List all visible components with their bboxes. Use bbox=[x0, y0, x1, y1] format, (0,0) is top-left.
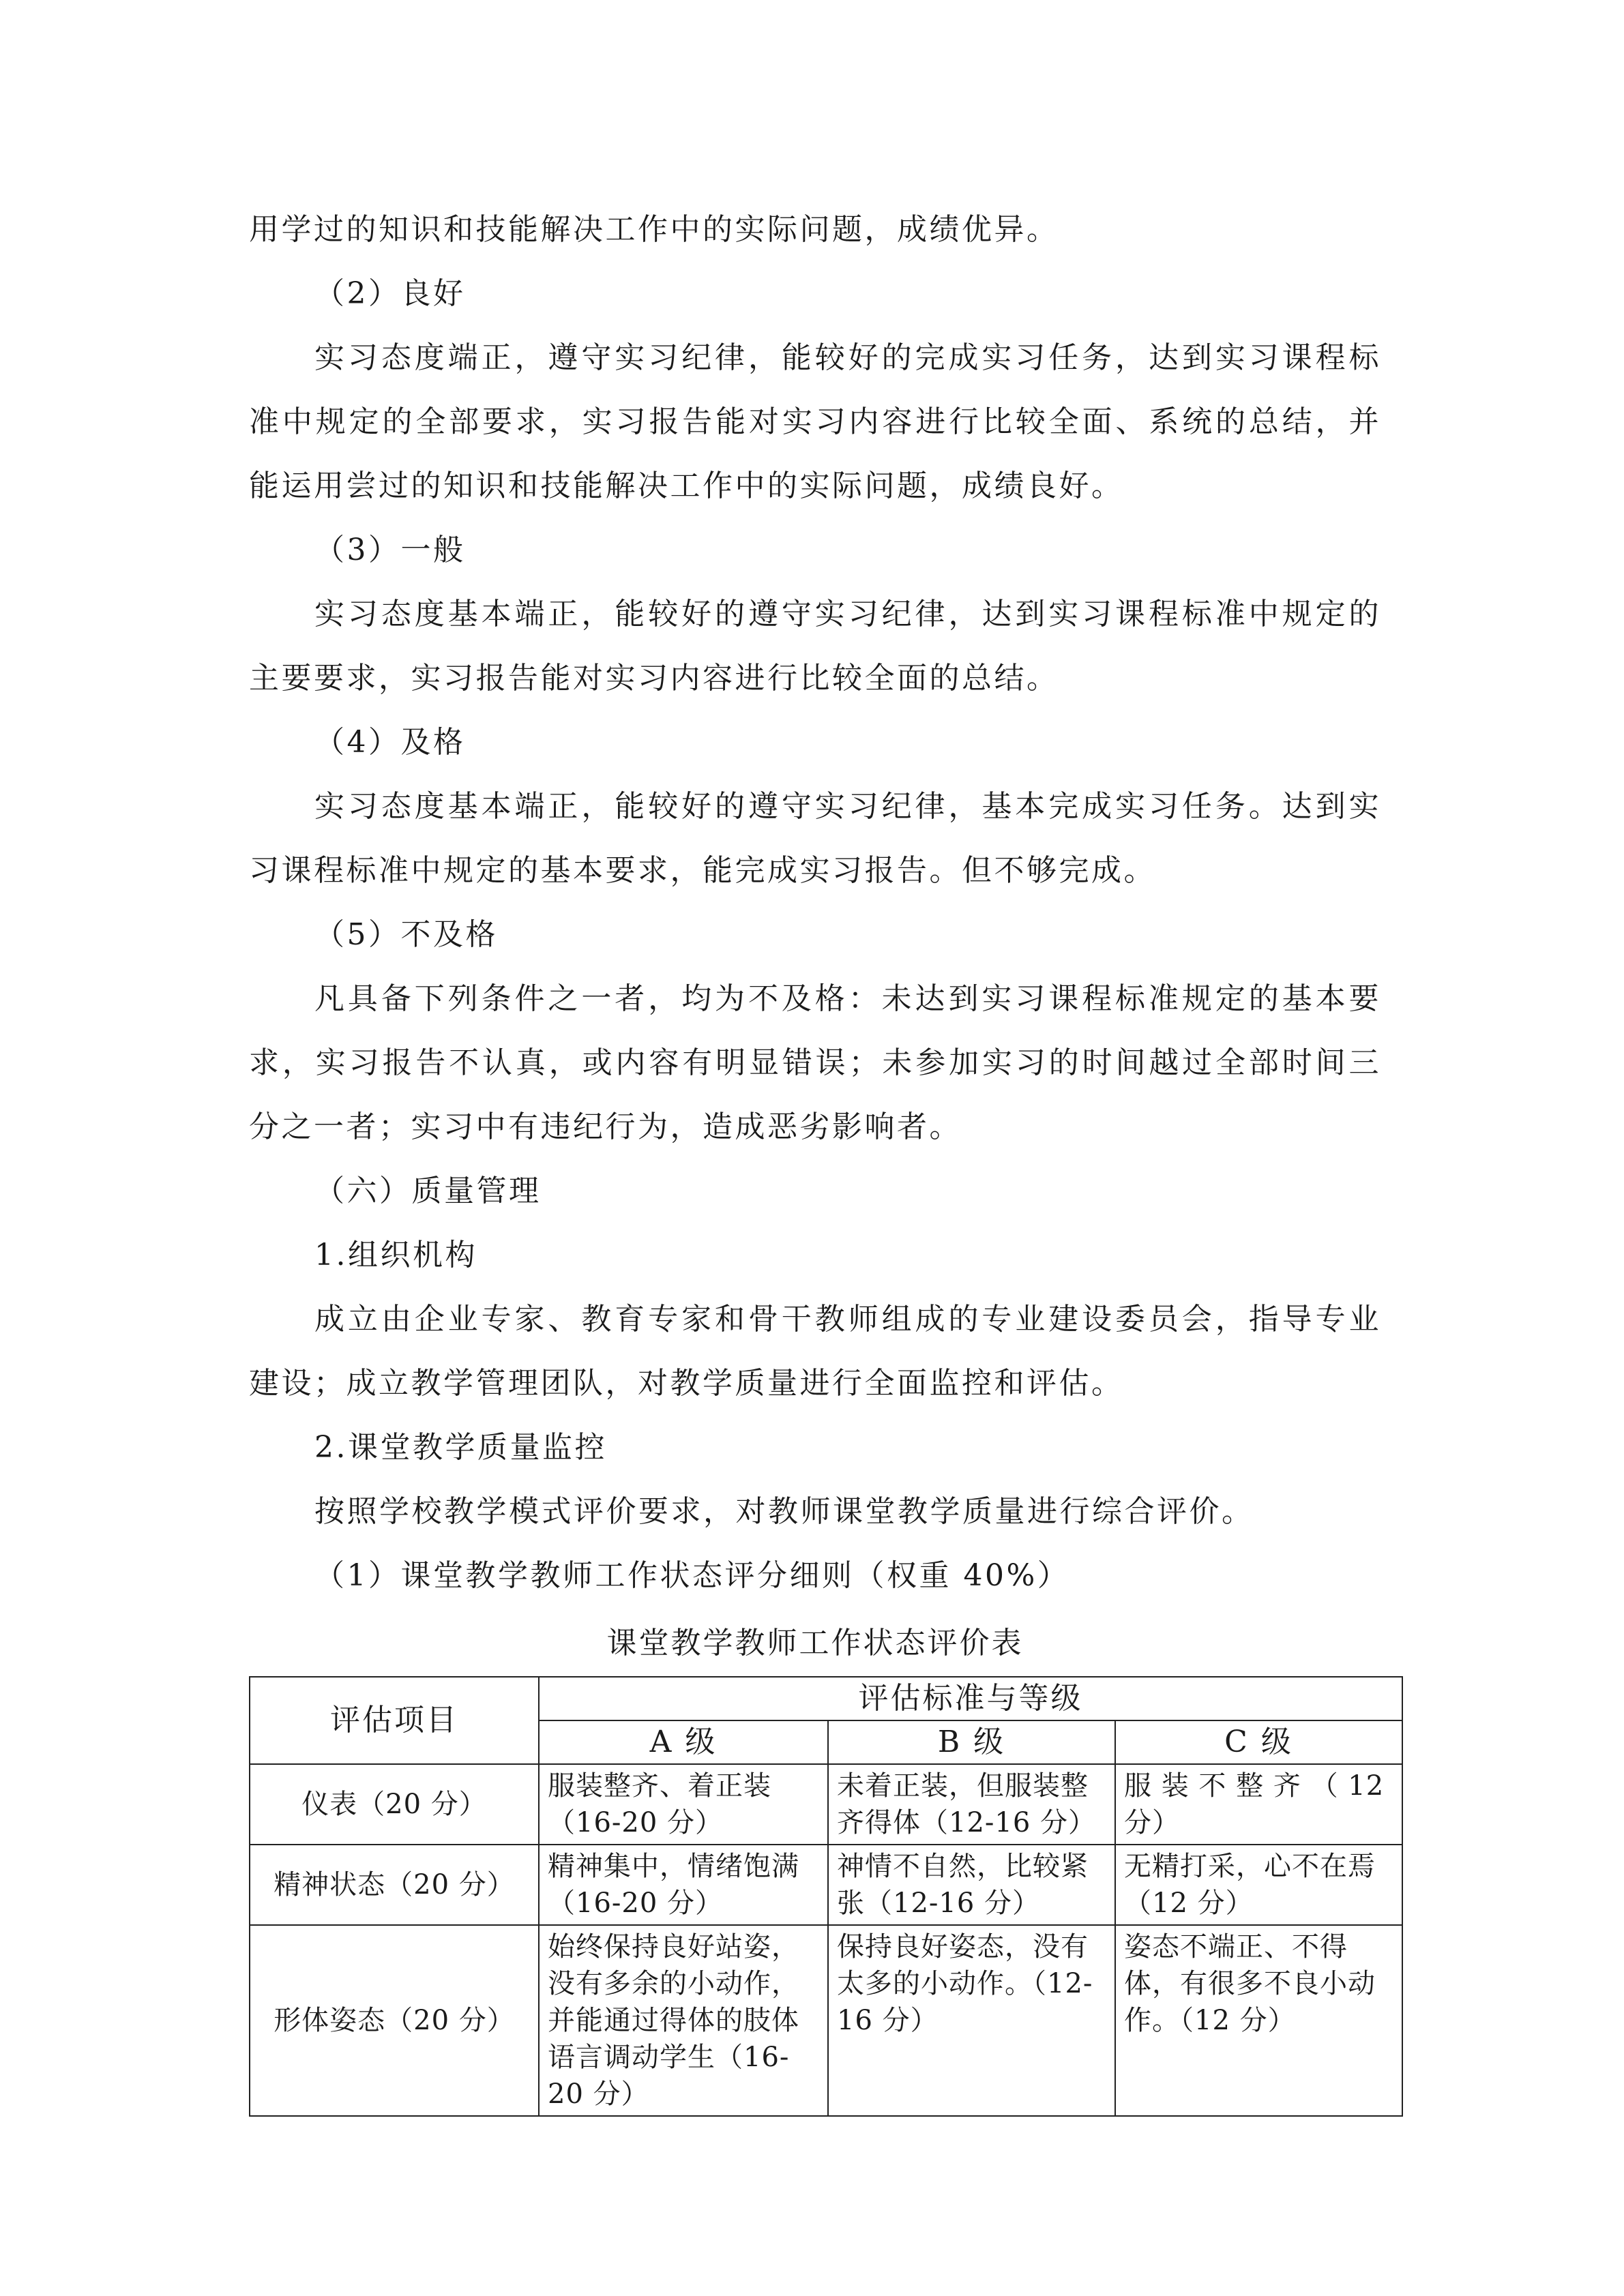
paragraph-line: 准中规定的全部要求，实习报告能对实习内容进行比较全面、系统的总结，并 bbox=[249, 404, 1381, 439]
evaluation-table bbox=[249, 1676, 1403, 2117]
heading-fail: （5）不及格 bbox=[314, 917, 498, 952]
table-header-row bbox=[250, 1677, 1402, 1720]
table-row bbox=[250, 1925, 1402, 2116]
paragraph-line: 按照学校教学模式评价要求，对教师课堂教学质量进行综合评价。 bbox=[314, 1494, 1254, 1529]
grade-b-cell: 保持良好姿态，没有太多的小动作。（12-16 分） bbox=[828, 1925, 1115, 2116]
paragraph-line: 实习态度端正，遵守实习纪律，能较好的完成实习任务，达到实习课程标 bbox=[314, 340, 1381, 375]
table-title: 课堂教学教师工作状态评价表 bbox=[606, 1626, 1024, 1660]
grade-b-header: B 级 bbox=[828, 1720, 1115, 1764]
heading-good: （2）良好 bbox=[314, 276, 466, 311]
row-item: 精神状态（20 分） bbox=[250, 1845, 539, 1925]
grade-b-cell: 神情不自然，比较紧张（12-16 分） bbox=[828, 1845, 1115, 1925]
document-page bbox=[249, 198, 1385, 2117]
row-item: 仪表（20 分） bbox=[250, 1764, 539, 1845]
paragraph-line: 建设；成立教学管理团队，对教学质量进行全面监控和评估。 bbox=[249, 1366, 1124, 1401]
table-row bbox=[250, 1845, 1402, 1925]
grade-a-cell: 精神集中，情绪饱满（16-20 分） bbox=[539, 1845, 828, 1925]
subheading-organization: 1.组织机构 bbox=[314, 1238, 477, 1272]
paragraph-line: 成立由企业专家、教育专家和骨干教师组成的专业建设委员会，指导专业 bbox=[314, 1302, 1381, 1337]
paragraph-line: 求，实习报告不认真，或内容有明显错误；未参加实习的时间越过全部时间三 bbox=[249, 1045, 1381, 1080]
grade-a-cell: 始终保持良好站姿，没有多余的小动作，并能通过得体的肢体语言调动学生（16-20 分） bbox=[539, 1925, 828, 2116]
paragraph-line: 凡具备下列条件之一者，均为不及格：未达到实习课程标准规定的基本要 bbox=[314, 981, 1381, 1016]
paragraph-line: 主要要求，实习报告能对实习内容进行比较全面的总结。 bbox=[249, 661, 1059, 696]
paragraph-line: 用学过的知识和技能解决工作中的实际问题，成绩优异。 bbox=[249, 212, 1059, 247]
heading-pass: （4）及格 bbox=[314, 725, 466, 760]
subheading-classroom-monitoring: 2.课堂教学质量监控 bbox=[314, 1430, 607, 1465]
grade-a-header: A 级 bbox=[539, 1720, 828, 1764]
paragraph-line: （1）课堂教学教师工作状态评分细则（权重 40%） bbox=[314, 1558, 1070, 1593]
heading-average: （3）一般 bbox=[314, 533, 466, 567]
section-heading-quality-management: （六）质量管理 bbox=[314, 1174, 542, 1208]
grade-a-cell: 服装整齐、着正装（16-20 分） bbox=[539, 1764, 828, 1845]
body-text bbox=[249, 198, 1381, 1608]
grade-c-cell: 无精打采，心不在焉（12 分） bbox=[1115, 1845, 1402, 1925]
header-item: 评估项目 bbox=[250, 1677, 539, 1764]
paragraph-line: 实习态度基本端正，能较好的遵守实习纪律，基本完成实习任务。达到实 bbox=[314, 789, 1381, 824]
header-group: 评估标准与等级 bbox=[539, 1677, 1402, 1720]
paragraph-line: 习课程标准中规定的基本要求，能完成实习报告。但不够完成。 bbox=[249, 853, 1156, 888]
paragraph-line: 分之一者；实习中有违纪行为，造成恶劣影响者。 bbox=[249, 1109, 962, 1144]
grade-c-cell: 姿态不端正、不得体，有很多不良小动作。（12 分） bbox=[1115, 1925, 1402, 2116]
paragraph-line: 实习态度基本端正，能较好的遵守实习纪律，达到实习课程标准中规定的 bbox=[314, 597, 1381, 631]
grade-c-header: C 级 bbox=[1115, 1720, 1402, 1764]
grade-b-cell: 未着正装，但服装整齐得体（12-16 分） bbox=[828, 1764, 1115, 1845]
row-item: 形体姿态（20 分） bbox=[250, 1925, 539, 2116]
grade-c-cell: 服 装 不 整 齐 （ 12 分） bbox=[1115, 1764, 1402, 1845]
paragraph-line: 能运用尝过的知识和技能解决工作中的实际问题，成绩良好。 bbox=[249, 468, 1124, 503]
table-row bbox=[250, 1764, 1402, 1845]
